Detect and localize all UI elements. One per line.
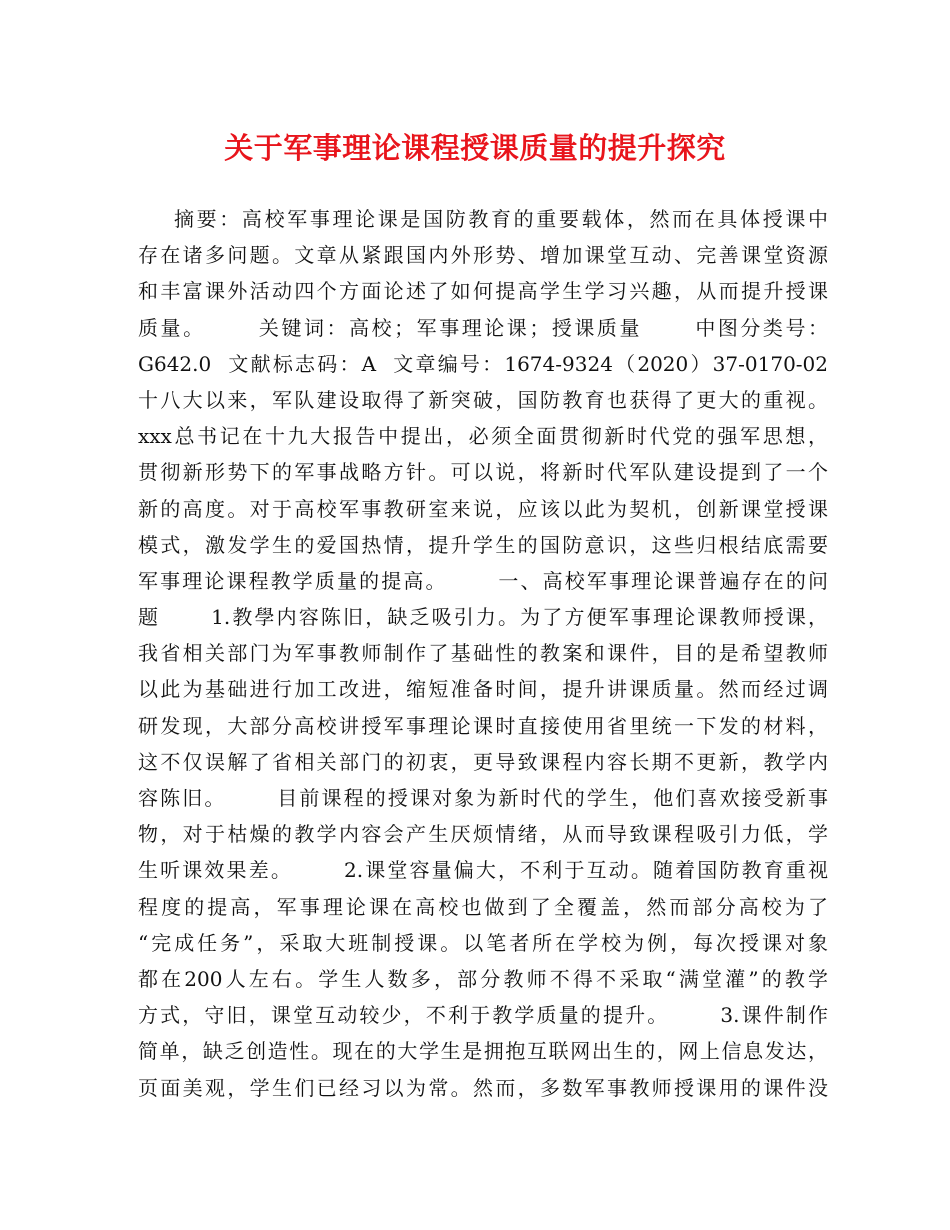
body-text-line: 和丰富课外活动四个方面论述了如何提高学生学习兴趣，从而提升授课 <box>138 279 828 304</box>
body-text-line: 这不仅误解了省相关部门的初衷，更导致课程内容长期不更新，教学内 <box>138 749 828 774</box>
body-text-line: 方式，守旧，课堂互动较少，不利于教学质量的提升。 3.课件制作 <box>138 1003 828 1028</box>
body-text-line: 存在诸多问题。文章从紧跟国内外形势、增加课堂互动、完善课堂资源 <box>138 243 828 268</box>
body-text-line: 页面美观，学生们已经习以为常。然而，多数军事教师授课用的课件没 <box>138 1075 828 1100</box>
body-text-line: 容陈旧。 目前课程的授课对象为新时代的学生，他们喜欢接受新事 <box>138 786 828 810</box>
body-text-line: 生听课效果差。 2.课堂容量偏大，不利于互动。随着国防教育重视 <box>138 858 828 883</box>
document-title: 关于军事理论课程授课质量的提升探究 <box>224 131 726 165</box>
document-body <box>138 201 828 1106</box>
body-text-line: 我省相关部门为军事教师制作了基础性的教案和课件，目的是希望教师 <box>138 641 828 666</box>
body-text-line: 贯彻新形势下的军事战略方针。可以说，将新时代军队建设提到了一个 <box>138 460 828 485</box>
body-text-line: 以此为基础进行加工改进，缩短准备时间，提升讲课质量。然而经过调 <box>138 677 828 702</box>
body-text-line: 题 1.教學内容陈旧，缺乏吸引力。为了方便军事理论课教师授课， <box>138 605 828 630</box>
body-text-line: 质量。 关键词：高校；军事理论课；授课质量 中图分类号： <box>138 315 828 340</box>
body-text-line: 都在200人左右。学生人数多，部分教师不得不采取“满堂灌”的教学 <box>138 966 828 991</box>
body-text-line: 程度的提高，军事理论课在高校也做到了全覆盖，然而部分高校为了 <box>138 894 828 919</box>
body-text-line: 十八大以来，军队建设取得了新突破，国防教育也获得了更大的重视。 <box>138 387 828 412</box>
body-text-line: 简单，缺乏创造性。现在的大学生是拥抱互联网出生的，网上信息发达， <box>138 1039 828 1064</box>
body-text-line: 新的高度。对于高校军事教研室来说，应该以此为契机，创新课堂授课 <box>138 496 828 521</box>
body-text-line: 物，对于枯燥的教学内容会产生厌烦情绪，从而导致课程吸引力低，学 <box>138 822 828 847</box>
body-text-line: 模式，激发学生的爱国热情，提升学生的国防意识，这些归根结底需要 <box>138 532 828 557</box>
body-text-line: “完成任务”，采取大班制授课。以笔者所在学校为例，每次授课对象 <box>138 930 828 955</box>
body-text-line: 研发现，大部分高校讲授军事理论课时直接使用省里统一下发的材料， <box>138 713 828 738</box>
body-text-line: 军事理论课程教学质量的提高。 一、高校军事理论课普遍存在的问 <box>138 568 828 593</box>
body-text-line: 摘要：高校军事理论课是国防教育的重要载体，然而在具体授课中 <box>138 207 828 231</box>
body-text-line: G642.0 文献标志码：A 文章编号：1674-9324（2020）37-0170-02 <box>138 351 828 376</box>
body-text-line: xxx总书记在十九大报告中提出，必须全面贯彻新时代党的强军思想， <box>138 424 828 449</box>
